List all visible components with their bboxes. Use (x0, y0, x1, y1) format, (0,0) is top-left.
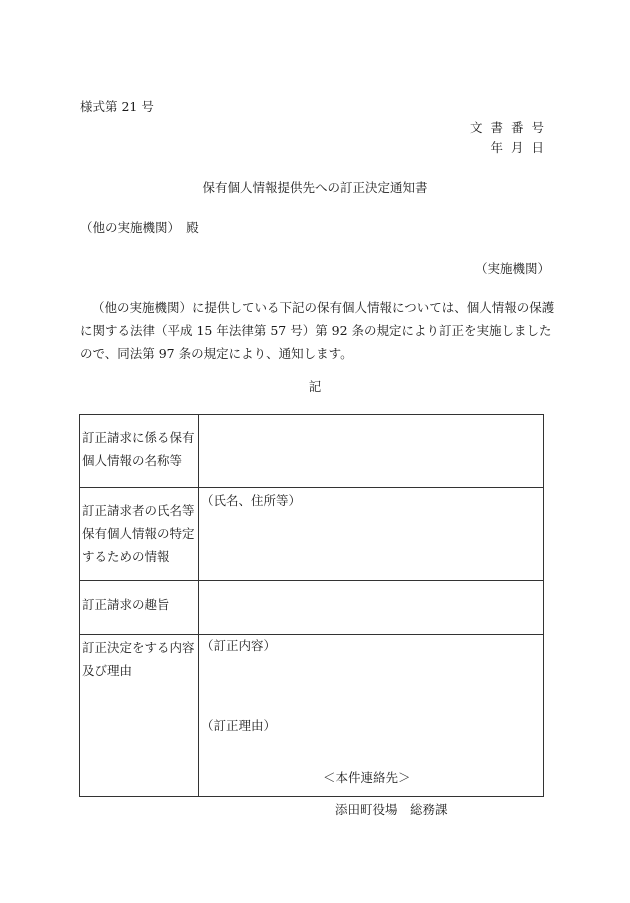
correction-reason-label: （訂正理由） (201, 718, 277, 733)
document-title: 保有個人情報提供先への訂正決定通知書 (202, 180, 428, 195)
row-value-request-purpose (199, 581, 544, 635)
ki-heading: 記 (308, 379, 322, 394)
form-number: 様式第 21 号 (80, 99, 154, 114)
addressee: （他の実施機関） 殿 (80, 220, 199, 235)
correction-details-table (79, 414, 544, 797)
table-row (80, 488, 544, 581)
table-row (80, 581, 544, 635)
row-label-decision-content: 訂正決定をする内容及び理由 (80, 635, 199, 797)
contact-office: 添田町役場 総務課 (335, 802, 448, 817)
row-label-requester-info: 訂正請求者の氏名等保有個人情報の特定するための情報 (80, 488, 199, 581)
row-value-requester-info: （氏名、住所等） (199, 488, 544, 581)
issuer: （実施機関） (474, 261, 550, 276)
row-label-request-purpose: 訂正請求の趣旨 (80, 581, 199, 635)
table-row (80, 635, 544, 797)
contact-title: ＜本件連絡先＞ (323, 770, 411, 785)
correction-content-label: （訂正内容） (201, 638, 277, 653)
date-label: 年月日 (490, 140, 552, 155)
row-label-info-name: 訂正請求に係る保有個人情報の名称等 (80, 415, 199, 488)
row-value-info-name (199, 415, 544, 488)
document-number-label: 文書番号 (469, 120, 552, 135)
table-row (80, 415, 544, 488)
body-paragraph: （他の実施機関）に提供している下記の保有個人情報については、個人情報の保護に関する法律（平成 15 年法律第 57 号）第 92 条の規定により訂正を実施しましたので、同法第 97 条の規定により、通知します。 (80, 300, 555, 361)
